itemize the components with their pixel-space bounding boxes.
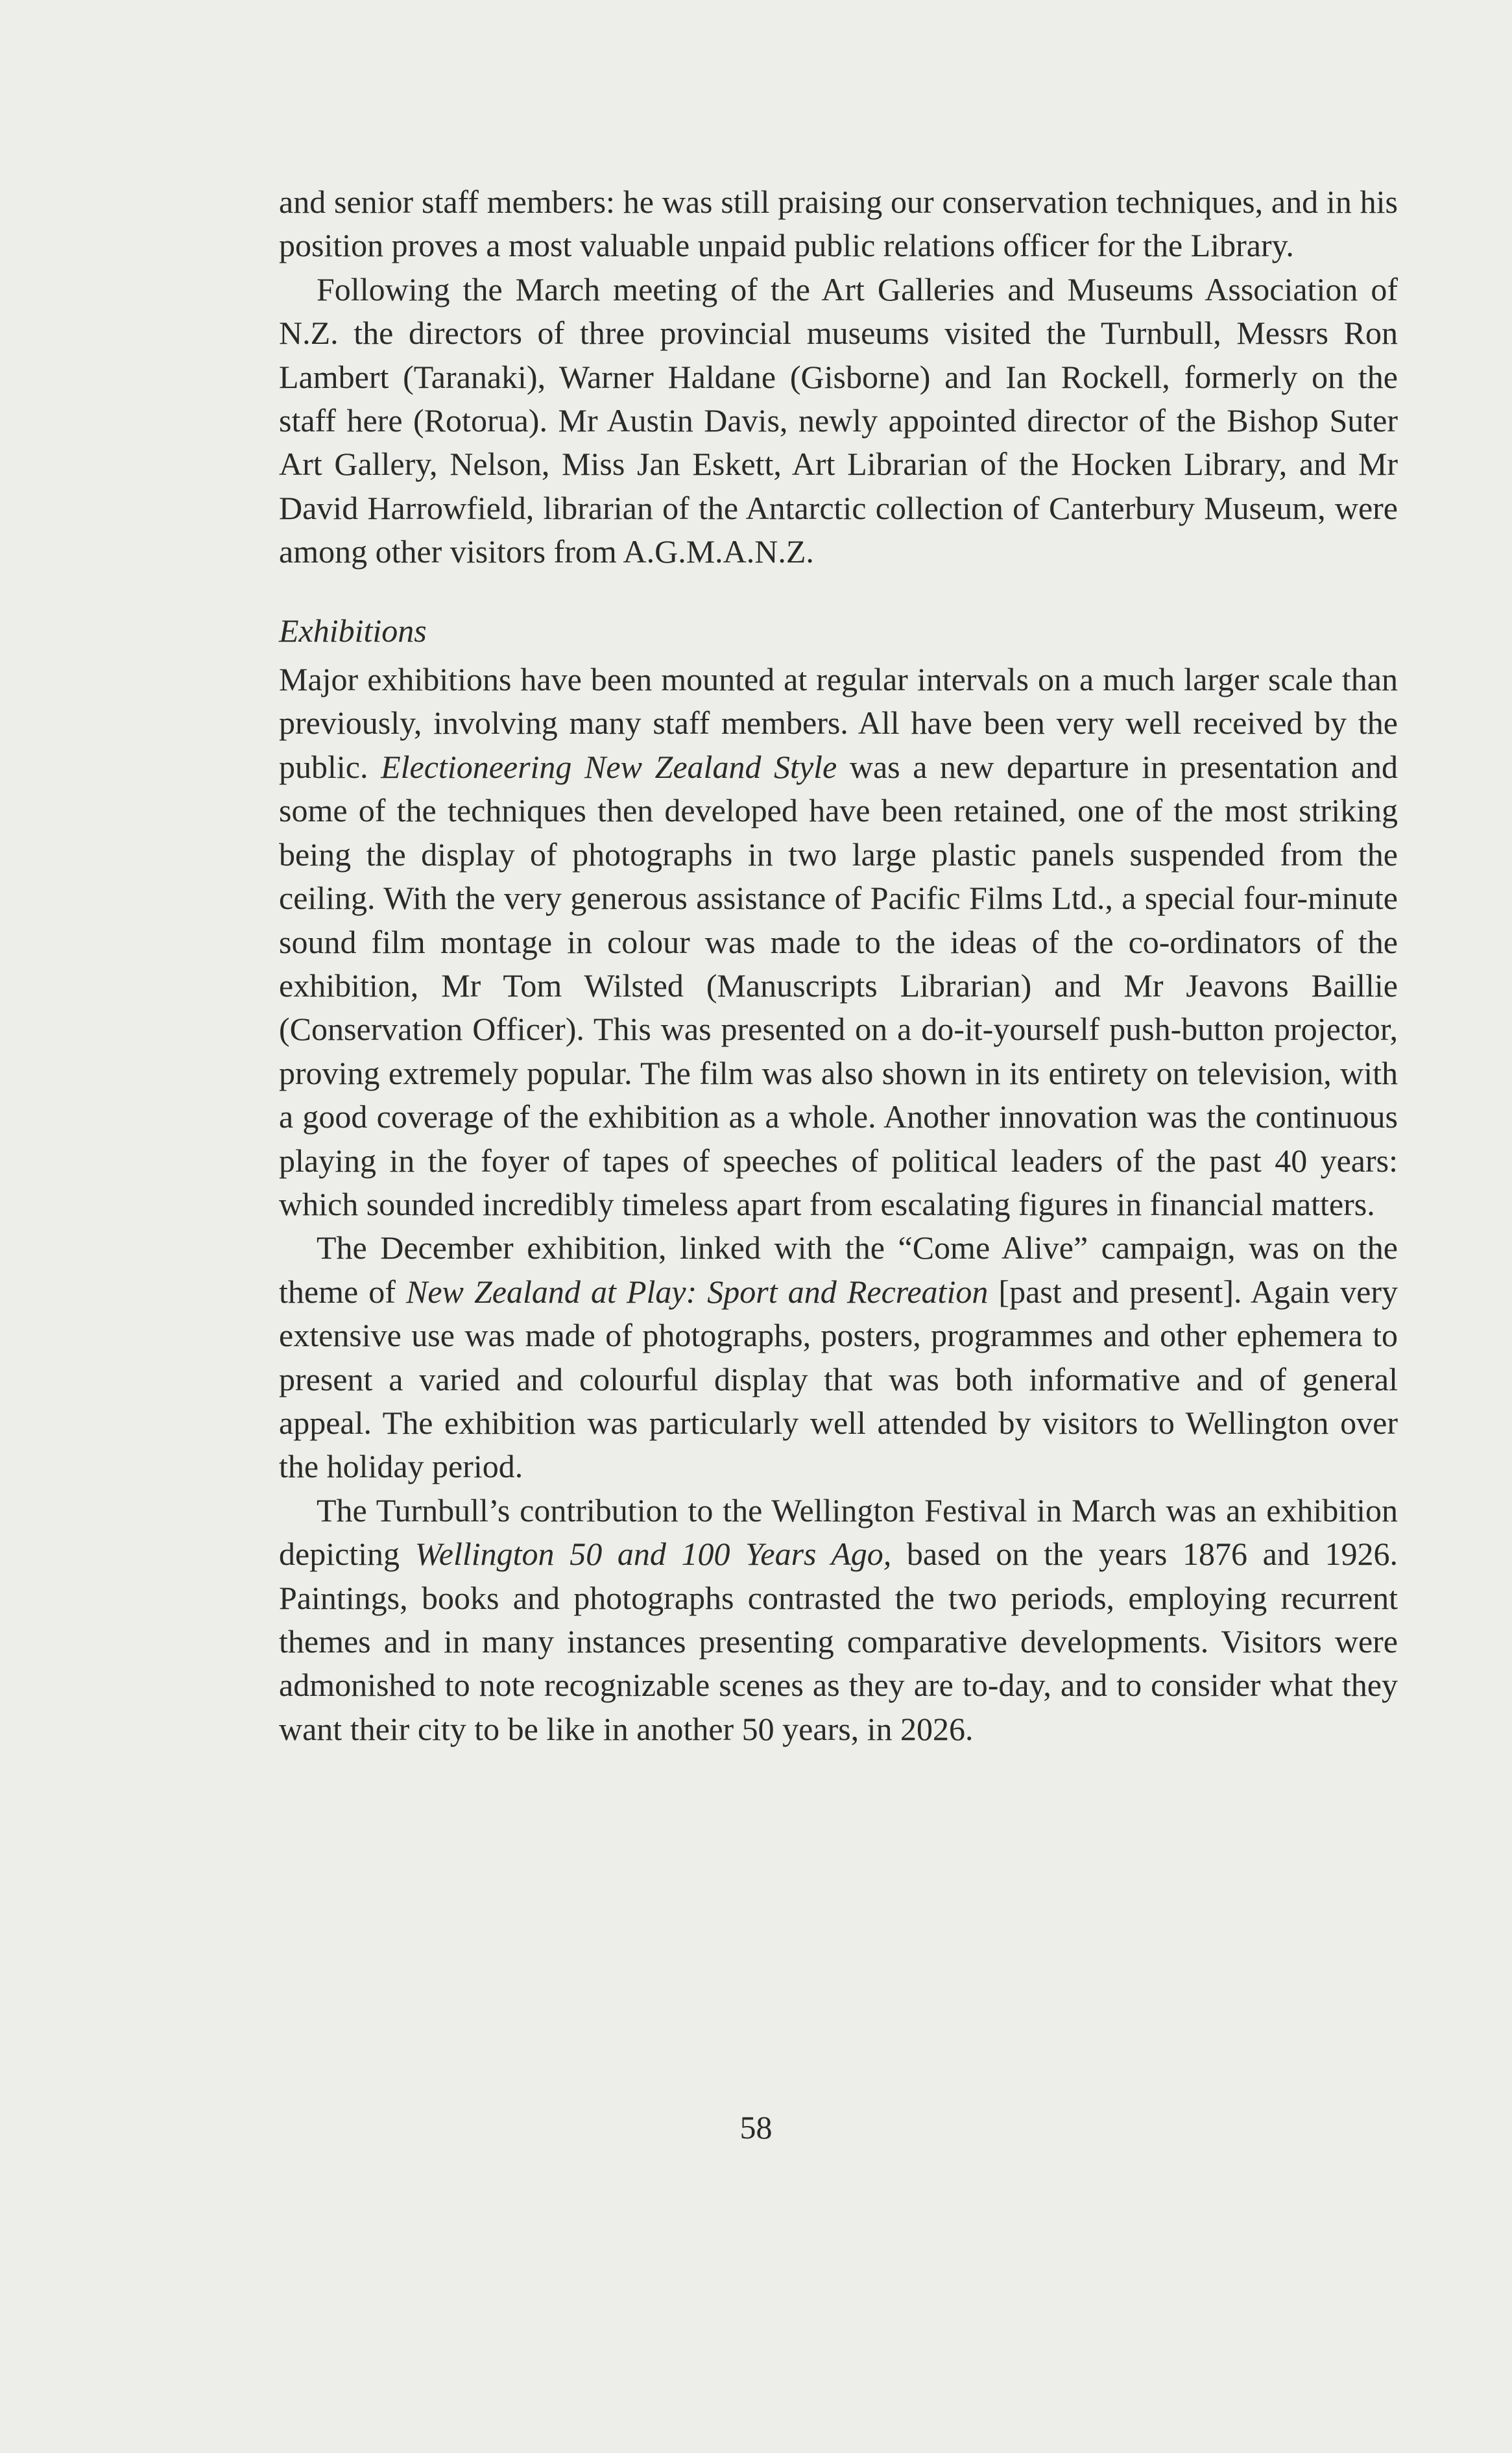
- paragraph-5-text-b: based on the years 1876 and 1926. Paintings, books and photographs contrasted the two periods, employing recurrent themes and in many instances presenting comparative developments. Visitors were admonished to note recognizable scenes as they are to-day, and to consider what they want their city to be like in another 50 years, in 2026.: [279, 1536, 1398, 1747]
- exhibition-title-electioneering: Electioneering New Zealand Style: [381, 748, 837, 785]
- paragraph-3-text-b: was a new departure in presentation and some of the techniques then developed have been retained, one of the most striking being the display of photographs in two large plastic panels suspended from the ceiling. With the very generous assistance of Pacific Films Ltd., a special four-minute sound film montage in colour was made to the ideas of the co-ordinators of the exhibition, Mr Tom Wilsted (Manuscripts Librarian) and Mr Jeavons Baillie (Conservation Officer). This was presented on a do-it-yourself push-button projector, proving extremely popular. The film was also shown in its entirety on television, with a good coverage of the exhibition as a whole. Another innovation was the continuous playing in the foyer of tapes of speeches of political leaders of the past 40 years: which sounded incredibly timeless apart from escalating figures in financial matters.: [279, 748, 1398, 1222]
- section-heading: Exhibitions: [279, 612, 427, 649]
- paragraph-4: [279, 1226, 1398, 1488]
- paragraph-5: [279, 1489, 1398, 1751]
- paragraph-2: Following the March meeting of the Art Galleries and Museums Association of N.Z. the directors of three provincial museums visited the Turnbull, Messrs Ron Lambert (Taranaki), Warner Haldane (Gisborne) and Ian Rockell, formerly on the staff here (Rotorua). Mr Austin Davis, newly appointed director of the Bishop Suter Art Gallery, Nelson, Miss Jan Eskett, Art Librarian of the Hocken Library, and Mr David Harrowfield, librarian of the Antarctic collection of Canterbury Museum, were among other visitors from A.G.M.A.N.Z.: [279, 271, 1398, 570]
- paragraph-5-text-a: The Turnbull’s contribution to the Wellington Festival in March was an exhibition depicting: [279, 1492, 1398, 1573]
- paragraph-3: [279, 658, 1398, 1226]
- paragraph-1: and senior staff members: he was still praising our conservation techniques, and in his position proves a most valuable unpaid public relations officer for the Library.: [279, 184, 1398, 264]
- paragraph-3-text-a: Major exhibitions have been mounted at regular intervals on a much larger scale than previously, involving many staff members. All have been very well received by the public.: [279, 661, 1398, 785]
- exhibition-title-wellington: Wellington 50 and 100 Years Ago,: [414, 1536, 892, 1573]
- body-text: [279, 180, 1398, 1751]
- exhibition-title-at-play: New Zealand at Play: Sport and Recreation: [406, 1273, 989, 1310]
- paragraph-4-text-a: The December exhibition, linked with the “Come Alive” campaign, was on the theme of: [279, 1229, 1398, 1310]
- paragraph-4-text-b: [past and present]. Again very extensive use was made of photographs, posters, programmes and other ephemera to present a varied and colourful display that was both informative and of general appeal. The exhibition was particularly well attended by visitors to Wellington over the holiday period.: [279, 1273, 1398, 1485]
- page-number: 58: [739, 2109, 773, 2145]
